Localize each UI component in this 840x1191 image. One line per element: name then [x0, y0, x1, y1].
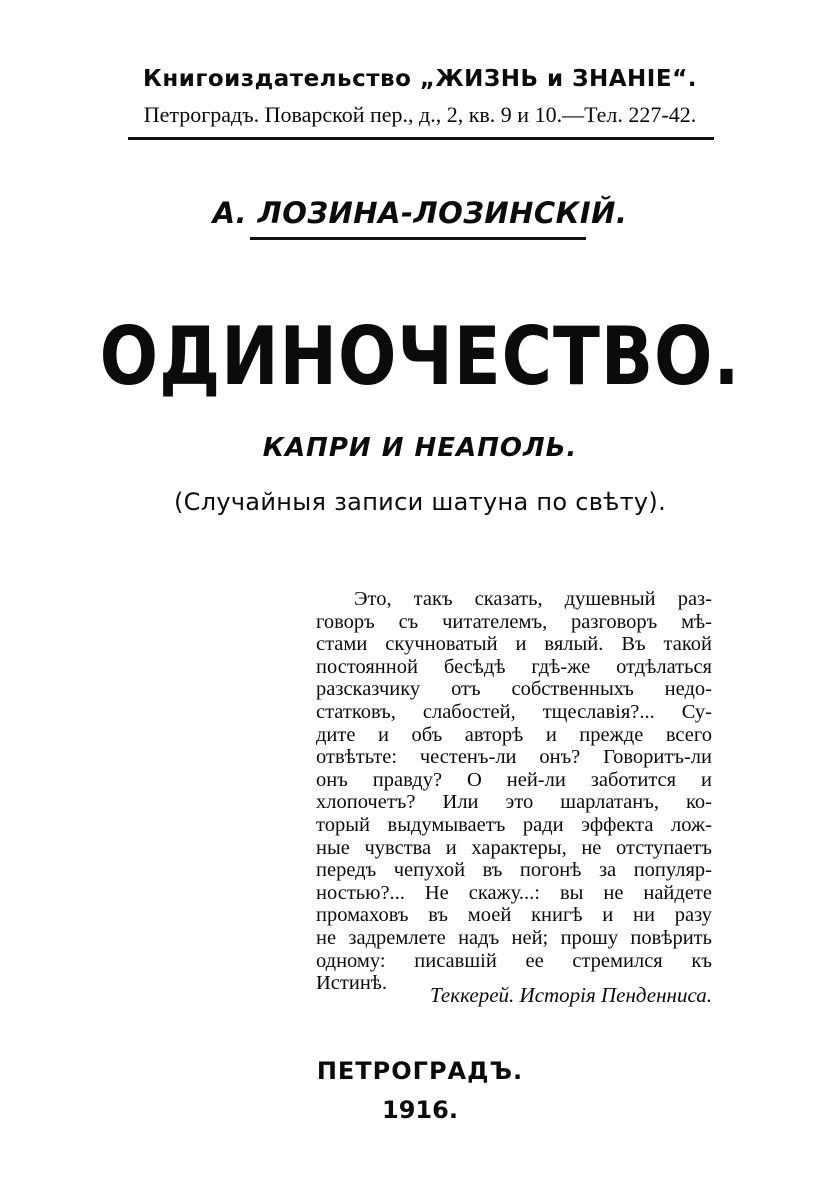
epigraph-line: не задремлете надъ ней; прошу повѣрить — [316, 926, 712, 949]
epigraph-line: Истинѣ. — [316, 972, 388, 995]
epigraph-line: ностью?... Не скажу...: вы не найдете — [316, 881, 712, 904]
book-title: ОДИНОЧЕСТВО. — [99, 310, 741, 403]
epigraph-line: Это, такъ сказать, душевный раз- — [354, 588, 712, 610]
epigraph-line: хлопочетъ? Или это шарлатанъ, ко- — [316, 791, 712, 814]
epigraph-line: торый выдумываетъ ради эффекта лож- — [316, 813, 712, 836]
epigraph-line: промаховъ въ моей книгѣ и ни разу — [316, 904, 712, 927]
epigraph-line: онъ правду? О ней-ли заботится и — [316, 768, 712, 791]
header-divider — [128, 137, 714, 140]
imprint-year: 1916. — [382, 1096, 458, 1124]
epigraph-line: передъ чепухой въ погонѣ за популяр- — [316, 859, 712, 882]
publisher-address: Петроградъ. Поварской пер., д., 2, кв. 9 и 10.—Тел. 227-42. — [143, 102, 697, 127]
epigraph-line: дите и объ авторѣ и прежде всего — [316, 723, 712, 746]
epigraph-line: стами скучноватый и вялый. Въ такой — [316, 633, 712, 656]
epigraph-attribution: Теккерей. Исторія Пенденниса. — [430, 983, 712, 1007]
imprint-city: ПЕТРОГРАДЪ. — [316, 1057, 524, 1085]
epigraph-line: отвѣтьте: честенъ-ли онъ? Говоритъ-ли — [316, 746, 712, 769]
epigraph-line: ные чувства и характеры, не отступаетъ — [316, 836, 712, 859]
epigraph-line: разсказчику отъ собственныхъ недо- — [316, 678, 712, 701]
epigraph-line: статковъ, слабостей, тщеславія?... Су- — [316, 700, 712, 723]
epigraph-line: одному: писавшій ее стремился къ — [316, 949, 712, 972]
epigraph — [316, 588, 712, 995]
publisher-name: Книгоиздательство „ЖИЗНЬ и ЗНАНІЕ“. — [143, 66, 697, 92]
author-underline — [250, 237, 586, 240]
book-subtitle: КАПРИ И НЕАПОЛЬ. — [262, 433, 578, 463]
epigraph-line: постоянной бесѣдѣ гдѣ-же отдѣлаться — [316, 655, 712, 678]
subtitle-note: (Случайныя записи шатуна по свѣту). — [173, 488, 667, 516]
author-name: А. ЛОЗИНА-ЛОЗИНСКІЙ. — [212, 196, 628, 230]
epigraph-line: говоръ съ читателемъ, разговоръ мѣ- — [316, 610, 712, 633]
